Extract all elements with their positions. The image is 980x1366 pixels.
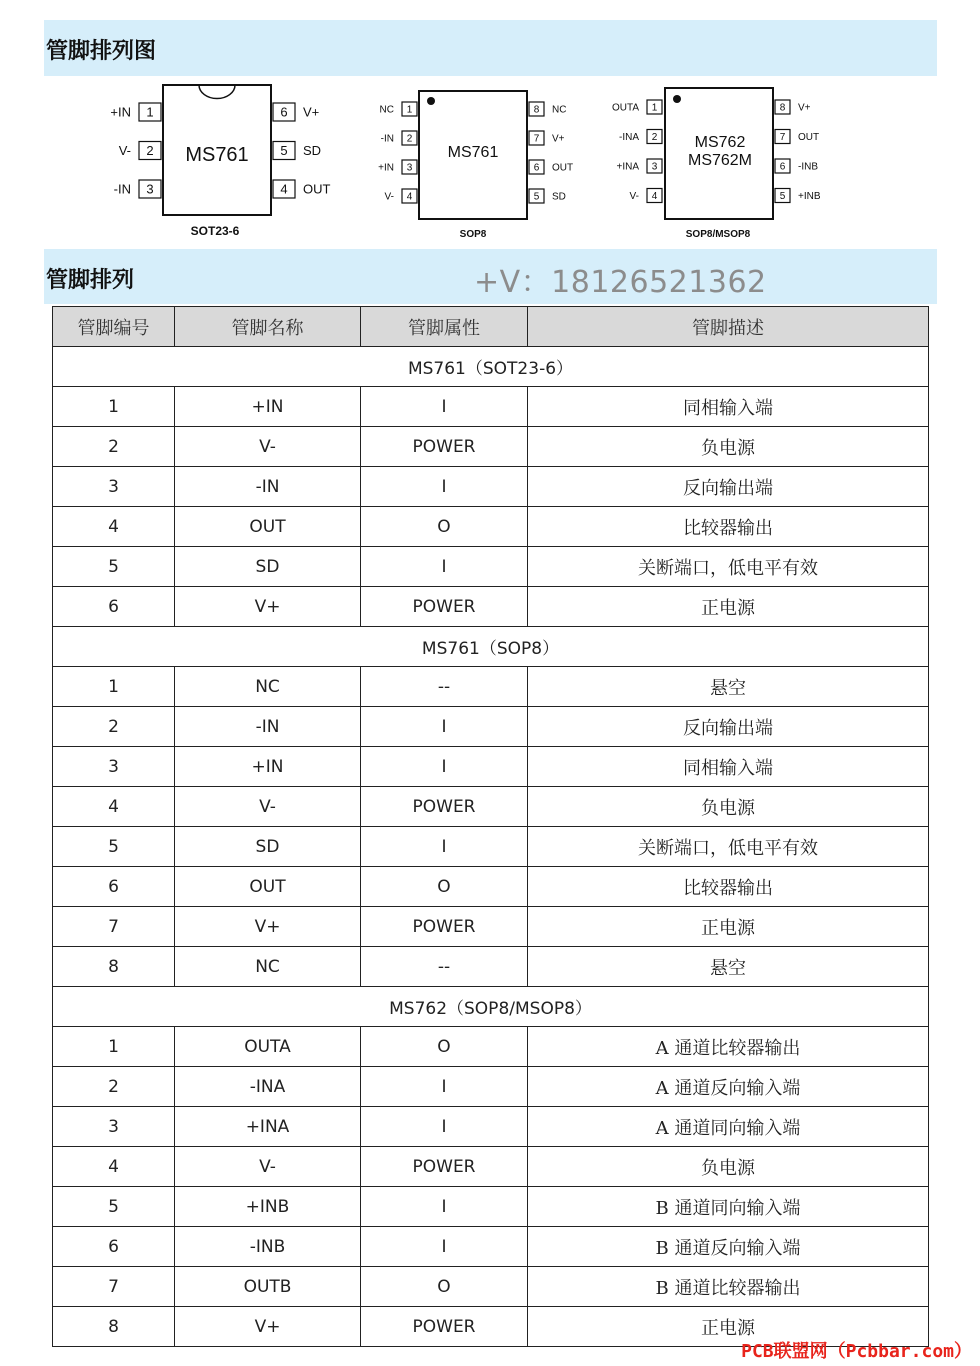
table-row xyxy=(53,907,929,947)
pin-attribute-cell: -- xyxy=(361,947,528,987)
pin-description-cell: 关断端口，低电平有效 xyxy=(528,827,929,867)
pin-attribute-cell: I xyxy=(361,1107,528,1147)
section-title-cell: MS761（SOT23-6） xyxy=(53,347,929,387)
pin-label: OUT xyxy=(798,132,820,144)
table-row xyxy=(53,867,929,907)
pin-attribute-cell: O xyxy=(361,1267,528,1307)
pin-number-cell: 7 xyxy=(53,1267,175,1307)
pin-name-cell: +IN xyxy=(175,387,361,427)
pin-number: 1 xyxy=(651,102,658,114)
table-row xyxy=(53,1227,929,1267)
pin-number-cell: 8 xyxy=(53,1307,175,1347)
pin-attribute-cell: O xyxy=(361,1027,528,1067)
pin-label: V+ xyxy=(798,102,811,114)
sot23-diagram xyxy=(110,85,330,238)
pin-attribute-cell: I xyxy=(361,827,528,867)
pin-name-cell: OUTB xyxy=(175,1267,361,1307)
chip-name-2: MS762M xyxy=(687,152,753,169)
pin-description-cell: 正电源 xyxy=(528,1307,929,1347)
pin1-dot xyxy=(427,97,435,105)
header-pin-description: 管脚描述 xyxy=(528,307,929,347)
pin-number-cell: 3 xyxy=(53,467,175,507)
contact-watermark: +V：18126521362 xyxy=(474,265,767,300)
pin-number-cell: 8 xyxy=(53,947,175,987)
pin-name-cell: +INA xyxy=(175,1107,361,1147)
pin-number: 3 xyxy=(651,161,658,173)
pin-number: 4 xyxy=(280,181,288,197)
pin-number-cell: 7 xyxy=(53,907,175,947)
table-row xyxy=(53,827,929,867)
table-row xyxy=(53,387,929,427)
table-row xyxy=(53,947,929,987)
pin-label: +INA xyxy=(616,161,639,173)
pin-number-cell: 6 xyxy=(53,867,175,907)
pin-label: OUT xyxy=(552,162,574,174)
pin-name-cell: V+ xyxy=(175,587,361,627)
pin-number-cell: 2 xyxy=(53,707,175,747)
table-row xyxy=(53,1147,929,1187)
pin-number-cell: 4 xyxy=(53,1147,175,1187)
pin-name-cell: -INA xyxy=(175,1067,361,1107)
pin-description-cell: 比较器输出 xyxy=(528,507,929,547)
section-header-pin-diagram xyxy=(44,20,937,76)
table-row xyxy=(53,1027,929,1067)
header-pin-attribute: 管脚属性 xyxy=(361,307,528,347)
pin-label: V+ xyxy=(303,104,320,120)
pin-description-cell: 悬空 xyxy=(528,947,929,987)
section-title-cell: MS761（SOP8） xyxy=(53,627,929,667)
table-section-row xyxy=(53,347,929,387)
table-section-row xyxy=(53,987,929,1027)
pin-name-cell: OUT xyxy=(175,507,361,547)
package-label: SOT23-6 xyxy=(190,224,240,238)
pin-description-cell: 负电源 xyxy=(528,787,929,827)
pin-attribute-cell: POWER xyxy=(361,787,528,827)
pin-name-cell: V- xyxy=(175,1147,361,1187)
pin-number: 1 xyxy=(406,104,413,116)
pin-number-cell: 1 xyxy=(53,667,175,707)
pin-number: 8 xyxy=(533,104,540,116)
pin-description-cell: B 通道同向输入端 xyxy=(528,1187,929,1227)
table-row xyxy=(53,587,929,627)
table-row xyxy=(53,707,929,747)
pin-number-cell: 2 xyxy=(53,427,175,467)
pin-label: OUT xyxy=(303,181,331,197)
pin-attribute-cell: POWER xyxy=(361,587,528,627)
pin-number-cell: 4 xyxy=(53,507,175,547)
pin-description-cell: 反向输出端 xyxy=(528,707,929,747)
pin-description-cell: 负电源 xyxy=(528,1147,929,1187)
section-title-cell: MS762（SOP8/MSOP8） xyxy=(53,987,929,1027)
pin-attribute-cell: I xyxy=(361,1067,528,1107)
table-header-row xyxy=(53,307,929,347)
pin-attribute-cell: I xyxy=(361,707,528,747)
pin-number-cell: 4 xyxy=(53,787,175,827)
pin-number-cell: 5 xyxy=(53,1187,175,1227)
header-pin-name: 管脚名称 xyxy=(175,307,361,347)
pin-number-cell: 6 xyxy=(53,587,175,627)
pin-label: V+ xyxy=(552,133,565,145)
pin-diagrams xyxy=(0,76,980,246)
table-row xyxy=(53,1067,929,1107)
pin-attribute-cell: I xyxy=(361,547,528,587)
pin-description-cell: 同相输入端 xyxy=(528,747,929,787)
pin-name-cell: OUTA xyxy=(175,1027,361,1067)
pin-name-cell: -IN xyxy=(175,707,361,747)
pin-number: 2 xyxy=(651,132,658,144)
pin-name-cell: V+ xyxy=(175,907,361,947)
pin-attribute-cell: I xyxy=(361,1187,528,1227)
pin-label: NC xyxy=(379,104,394,116)
pin-number-cell: 5 xyxy=(53,547,175,587)
pin-attribute-cell: O xyxy=(361,507,528,547)
pin-name-cell: V- xyxy=(175,427,361,467)
pin-label: SD xyxy=(552,191,566,203)
table-row xyxy=(53,667,929,707)
section-header-pin-list xyxy=(44,249,937,304)
pin-number: 2 xyxy=(406,133,413,145)
chip-name-1: MS762 xyxy=(694,134,746,151)
pin-number: 5 xyxy=(533,191,540,203)
site-watermark: PCB联盟网（Pcbbar.com） xyxy=(741,1341,972,1362)
table-row xyxy=(53,787,929,827)
pin-number-cell: 3 xyxy=(53,1107,175,1147)
pin-description-cell: A 通道反向输入端 xyxy=(528,1067,929,1107)
table-row xyxy=(53,547,929,587)
pin-number-cell: 5 xyxy=(53,827,175,867)
pin-number: 3 xyxy=(406,162,413,174)
table-section-row xyxy=(53,627,929,667)
pin-label: +IN xyxy=(110,104,131,120)
package-label: SOP8 xyxy=(459,229,487,240)
pin-number-cell: 3 xyxy=(53,747,175,787)
pin-number: 6 xyxy=(280,104,288,120)
pin-number: 2 xyxy=(146,143,154,159)
chip-name: MS761 xyxy=(447,144,499,161)
section-title: 管脚排列图 xyxy=(46,39,157,64)
pin-diagram-svg xyxy=(0,76,980,246)
pin-name-cell: -INB xyxy=(175,1227,361,1267)
table-row xyxy=(53,467,929,507)
pin-label: NC xyxy=(552,104,567,116)
pin-number: 6 xyxy=(533,162,540,174)
table-row xyxy=(53,1187,929,1227)
pin-description-cell: A 通道同向输入端 xyxy=(528,1107,929,1147)
pin-name-cell: +INB xyxy=(175,1187,361,1227)
pin-label: OUTA xyxy=(611,102,639,114)
pin-number: 7 xyxy=(533,133,540,145)
pin-number-cell: 6 xyxy=(53,1227,175,1267)
pin-number: 4 xyxy=(651,191,658,203)
pin-number: 5 xyxy=(779,191,786,203)
pin-label: -INB xyxy=(798,161,818,173)
pin-number: 7 xyxy=(779,132,786,144)
pin-attribute-cell: I xyxy=(361,1227,528,1267)
pin-name-cell: OUT xyxy=(175,867,361,907)
pin-label: +IN xyxy=(378,162,394,174)
pin-description-cell: 正电源 xyxy=(528,907,929,947)
pin-name-cell: +IN xyxy=(175,747,361,787)
pin-description-cell: 反向输出端 xyxy=(528,467,929,507)
pin-number-cell: 1 xyxy=(53,1027,175,1067)
pin-description-cell: B 通道反向输入端 xyxy=(528,1227,929,1267)
pin-number: 4 xyxy=(406,191,413,203)
pin-number-cell: 1 xyxy=(53,387,175,427)
pin-number: 6 xyxy=(779,161,786,173)
pin-label: +INB xyxy=(798,191,821,203)
pin-attribute-cell: POWER xyxy=(361,1147,528,1187)
pin-number: 1 xyxy=(146,104,154,120)
pin-attribute-cell: POWER xyxy=(361,907,528,947)
pin-name-cell: NC xyxy=(175,667,361,707)
pin-label: V- xyxy=(629,191,639,203)
pin-table xyxy=(52,306,929,1347)
pin-number-cell: 2 xyxy=(53,1067,175,1107)
pin-description-cell: 比较器输出 xyxy=(528,867,929,907)
pin-label: -INA xyxy=(619,132,639,144)
pin-label: V- xyxy=(118,143,131,159)
pin-description-cell: B 通道比较器输出 xyxy=(528,1267,929,1307)
pin-number: 8 xyxy=(779,102,786,114)
pin-description-cell: 同相输入端 xyxy=(528,387,929,427)
pin-label: SD xyxy=(303,143,322,159)
table-row xyxy=(53,747,929,787)
pin-attribute-cell: POWER xyxy=(361,1307,528,1347)
pin-name-cell: V- xyxy=(175,787,361,827)
pin-description-cell: 悬空 xyxy=(528,667,929,707)
pin-attribute-cell: -- xyxy=(361,667,528,707)
package-label: SOP8/MSOP8 xyxy=(685,229,751,240)
chip-name: MS761 xyxy=(185,144,249,166)
pin-description-cell: 关断端口，低电平有效 xyxy=(528,547,929,587)
pin-number: 3 xyxy=(146,181,154,197)
pin-attribute-cell: I xyxy=(361,387,528,427)
pin-attribute-cell: O xyxy=(361,867,528,907)
table-row xyxy=(53,1267,929,1307)
pin-name-cell: -IN xyxy=(175,467,361,507)
pin1-dot xyxy=(673,95,681,103)
pin-attribute-cell: I xyxy=(361,467,528,507)
pin-label: -IN xyxy=(380,133,394,145)
pin-label: V- xyxy=(384,191,394,203)
pin-label: -IN xyxy=(113,181,131,197)
pin-name-cell: V+ xyxy=(175,1307,361,1347)
pin-name-cell: NC xyxy=(175,947,361,987)
pin-description-cell: A 通道比较器输出 xyxy=(528,1027,929,1067)
table-row xyxy=(53,427,929,467)
pin-name-cell: SD xyxy=(175,827,361,867)
msop8-diagram xyxy=(612,88,821,240)
pin-number: 5 xyxy=(280,143,288,159)
pin-description-cell: 负电源 xyxy=(528,427,929,467)
table-row xyxy=(53,1107,929,1147)
pin-description-cell: 正电源 xyxy=(528,587,929,627)
pin-attribute-cell: POWER xyxy=(361,427,528,467)
table-row xyxy=(53,507,929,547)
sop8-diagram xyxy=(378,91,573,240)
section-title: 管脚排列 xyxy=(46,268,135,293)
pin-attribute-cell: I xyxy=(361,747,528,787)
header-pin-number: 管脚编号 xyxy=(53,307,175,347)
pin-name-cell: SD xyxy=(175,547,361,587)
